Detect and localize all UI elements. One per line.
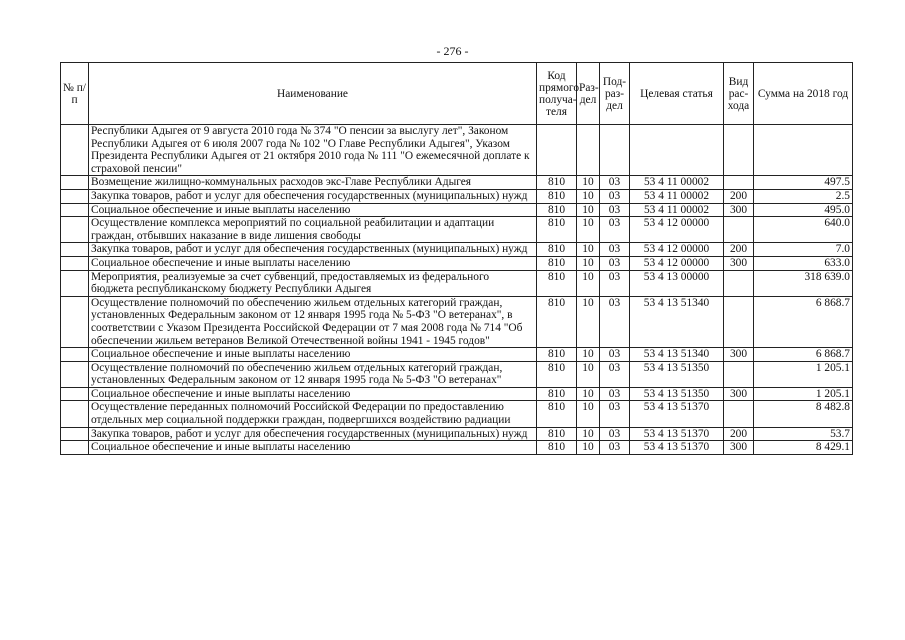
cell-section: 10: [577, 348, 600, 362]
cell-code: 810: [537, 176, 577, 190]
table-row: [61, 296, 853, 347]
cell-type: [724, 176, 754, 190]
cell-num: [61, 401, 89, 427]
cell-section: 10: [577, 427, 600, 441]
table-row: [61, 203, 853, 217]
cell-section: 10: [577, 441, 600, 455]
cell-name: Закупка товаров, работ и услуг для обеспечения государственных (муниципальных) нужд: [89, 243, 537, 257]
cell-name: Социальное обеспечение и иные выплаты населению: [89, 203, 537, 217]
cell-name: Осуществление переданных полномочий Российской Федерации по предоставлению отдельных мер социальной поддержки граждан, подвергшихся воздействию радиации: [89, 401, 537, 427]
cell-target: [630, 125, 724, 176]
cell-name: Мероприятия, реализуемые за счет субвенций, предоставляемых из федерального бюджета республиканскому бюджету Республики Адыгея: [89, 270, 537, 296]
cell-subsection: 03: [600, 189, 630, 203]
cell-code: 810: [537, 203, 577, 217]
cell-sum: 1 205.1: [754, 361, 853, 387]
cell-subsection: 03: [600, 441, 630, 455]
header-sum: Сумма на 2018 год: [754, 63, 853, 125]
header-section: Раз-дел: [577, 63, 600, 125]
cell-section: 10: [577, 401, 600, 427]
cell-subsection: 03: [600, 296, 630, 347]
cell-sum: 7.0: [754, 243, 853, 257]
cell-name: Социальное обеспечение и иные выплаты населению: [89, 256, 537, 270]
table-row: [61, 441, 853, 455]
cell-sum: 497.5: [754, 176, 853, 190]
cell-type: [724, 401, 754, 427]
cell-num: [61, 296, 89, 347]
cell-type: 200: [724, 427, 754, 441]
cell-section: 10: [577, 217, 600, 243]
cell-subsection: 03: [600, 387, 630, 401]
cell-num: [61, 427, 89, 441]
cell-code: 810: [537, 441, 577, 455]
cell-code: 810: [537, 401, 577, 427]
cell-section: 10: [577, 189, 600, 203]
cell-sum: 6 868.7: [754, 296, 853, 347]
cell-code: 810: [537, 189, 577, 203]
cell-num: [61, 176, 89, 190]
cell-section: 10: [577, 296, 600, 347]
cell-num: [61, 217, 89, 243]
cell-type: [724, 361, 754, 387]
cell-target: 53 4 13 51370: [630, 401, 724, 427]
page-number: - 276 -: [436, 44, 469, 58]
cell-subsection: 03: [600, 243, 630, 257]
cell-code: 810: [537, 427, 577, 441]
cell-target: 53 4 13 51340: [630, 296, 724, 347]
table-header-row: [61, 63, 853, 125]
header-code: Код прямого получа-теля: [537, 63, 577, 125]
cell-section: 10: [577, 176, 600, 190]
table-row: [61, 361, 853, 387]
cell-num: [61, 270, 89, 296]
cell-code: 810: [537, 256, 577, 270]
cell-subsection: 03: [600, 217, 630, 243]
cell-target: 53 4 11 00002: [630, 203, 724, 217]
cell-sum: 633.0: [754, 256, 853, 270]
table-row: [61, 387, 853, 401]
header-expense-type: Вид рас-хода: [724, 63, 754, 125]
cell-section: 10: [577, 361, 600, 387]
header-num: № п/п: [61, 63, 89, 125]
cell-target: 53 4 13 51340: [630, 348, 724, 362]
cell-code: [537, 125, 577, 176]
cell-name: Осуществление комплекса мероприятий по социальной реабилитации и адаптации граждан, отбывших наказание в виде лишения свободы: [89, 217, 537, 243]
cell-name: Осуществление полномочий по обеспечению жильем отдельных категорий граждан, установленных Федеральным законом от 12 января 1995 года № 5-ФЗ "О ветеранах": [89, 361, 537, 387]
cell-type: 300: [724, 203, 754, 217]
cell-subsection: 03: [600, 348, 630, 362]
table-row: [61, 256, 853, 270]
cell-subsection: 03: [600, 427, 630, 441]
cell-target: 53 4 12 00000: [630, 256, 724, 270]
cell-section: 10: [577, 256, 600, 270]
cell-target: 53 4 12 00000: [630, 217, 724, 243]
table-row: [61, 348, 853, 362]
cell-sum: 1 205.1: [754, 387, 853, 401]
cell-code: 810: [537, 296, 577, 347]
cell-code: 810: [537, 270, 577, 296]
cell-name: Социальное обеспечение и иные выплаты населению: [89, 441, 537, 455]
cell-code: 810: [537, 387, 577, 401]
cell-sum: 495.0: [754, 203, 853, 217]
cell-name: Республики Адыгея от 9 августа 2010 года № 374 "О пенсии за выслугу лет", Законом Республики Адыгея от 6 июля 2007 года № 102 "О Главе Республики Адыгея", Указом Президента Республики Адыгея от 21 октября 2010 года № 111 "О ежемесячной доплате к страховой пенсии": [89, 125, 537, 176]
cell-sum: [754, 125, 853, 176]
cell-name: Осуществление полномочий по обеспечению жильем отдельных категорий граждан, установленных Федеральным законом от 12 января 1995 года № 5-ФЗ "О ветеранах", в соответствии с Указом Президента Российской Федерации от 7 мая 2008 года № 714 "Об обеспечении жильем ветеранов Великой Отечественной войны 1941 - 1945 годов": [89, 296, 537, 347]
cell-num: [61, 256, 89, 270]
cell-target: 53 4 13 51350: [630, 361, 724, 387]
cell-sum: 318 639.0: [754, 270, 853, 296]
cell-num: [61, 387, 89, 401]
table-row: [61, 243, 853, 257]
cell-code: 810: [537, 361, 577, 387]
table-row: [61, 427, 853, 441]
cell-target: 53 4 13 00000: [630, 270, 724, 296]
cell-section: 10: [577, 243, 600, 257]
cell-name: Социальное обеспечение и иные выплаты населению: [89, 387, 537, 401]
cell-subsection: 03: [600, 176, 630, 190]
cell-num: [61, 243, 89, 257]
cell-target: 53 4 11 00002: [630, 189, 724, 203]
cell-type: [724, 296, 754, 347]
cell-name: Закупка товаров, работ и услуг для обеспечения государственных (муниципальных) нужд: [89, 427, 537, 441]
budget-table: [60, 62, 853, 455]
table-row: [61, 270, 853, 296]
cell-target: 53 4 13 51350: [630, 387, 724, 401]
cell-target: 53 4 13 51370: [630, 427, 724, 441]
cell-type: [724, 270, 754, 296]
cell-sum: 8 482.8: [754, 401, 853, 427]
cell-subsection: 03: [600, 256, 630, 270]
cell-code: 810: [537, 217, 577, 243]
cell-type: 300: [724, 387, 754, 401]
table-row: [61, 125, 853, 176]
header-subsection: Под-раз-дел: [600, 63, 630, 125]
cell-name: Социальное обеспечение и иные выплаты населению: [89, 348, 537, 362]
table-row: [61, 176, 853, 190]
cell-sum: 6 868.7: [754, 348, 853, 362]
table-row: [61, 401, 853, 427]
cell-target: 53 4 11 00002: [630, 176, 724, 190]
cell-num: [61, 348, 89, 362]
cell-target: 53 4 12 00000: [630, 243, 724, 257]
cell-num: [61, 203, 89, 217]
cell-name: Закупка товаров, работ и услуг для обеспечения государственных (муниципальных) нужд: [89, 189, 537, 203]
cell-subsection: 03: [600, 401, 630, 427]
cell-sum: 53.7: [754, 427, 853, 441]
table-row: [61, 217, 853, 243]
cell-num: [61, 441, 89, 455]
cell-subsection: 03: [600, 270, 630, 296]
cell-type: 300: [724, 348, 754, 362]
cell-type: 200: [724, 189, 754, 203]
cell-name: Возмещение жилищно-коммунальных расходов экс-Главе Республики Адыгея: [89, 176, 537, 190]
cell-type: 300: [724, 441, 754, 455]
cell-section: 10: [577, 387, 600, 401]
cell-subsection: [600, 125, 630, 176]
cell-code: 810: [537, 348, 577, 362]
cell-section: 10: [577, 270, 600, 296]
cell-sum: 8 429.1: [754, 441, 853, 455]
cell-num: [61, 125, 89, 176]
cell-section: [577, 125, 600, 176]
cell-sum: 640.0: [754, 217, 853, 243]
cell-type: 300: [724, 256, 754, 270]
table-row: [61, 189, 853, 203]
cell-num: [61, 361, 89, 387]
header-name: Наименование: [89, 63, 537, 125]
cell-num: [61, 189, 89, 203]
cell-type: [724, 125, 754, 176]
cell-type: [724, 217, 754, 243]
cell-target: 53 4 13 51370: [630, 441, 724, 455]
cell-sum: 2.5: [754, 189, 853, 203]
cell-code: 810: [537, 243, 577, 257]
header-target: Целевая статья: [630, 63, 724, 125]
cell-subsection: 03: [600, 361, 630, 387]
cell-section: 10: [577, 203, 600, 217]
cell-type: 200: [724, 243, 754, 257]
cell-subsection: 03: [600, 203, 630, 217]
